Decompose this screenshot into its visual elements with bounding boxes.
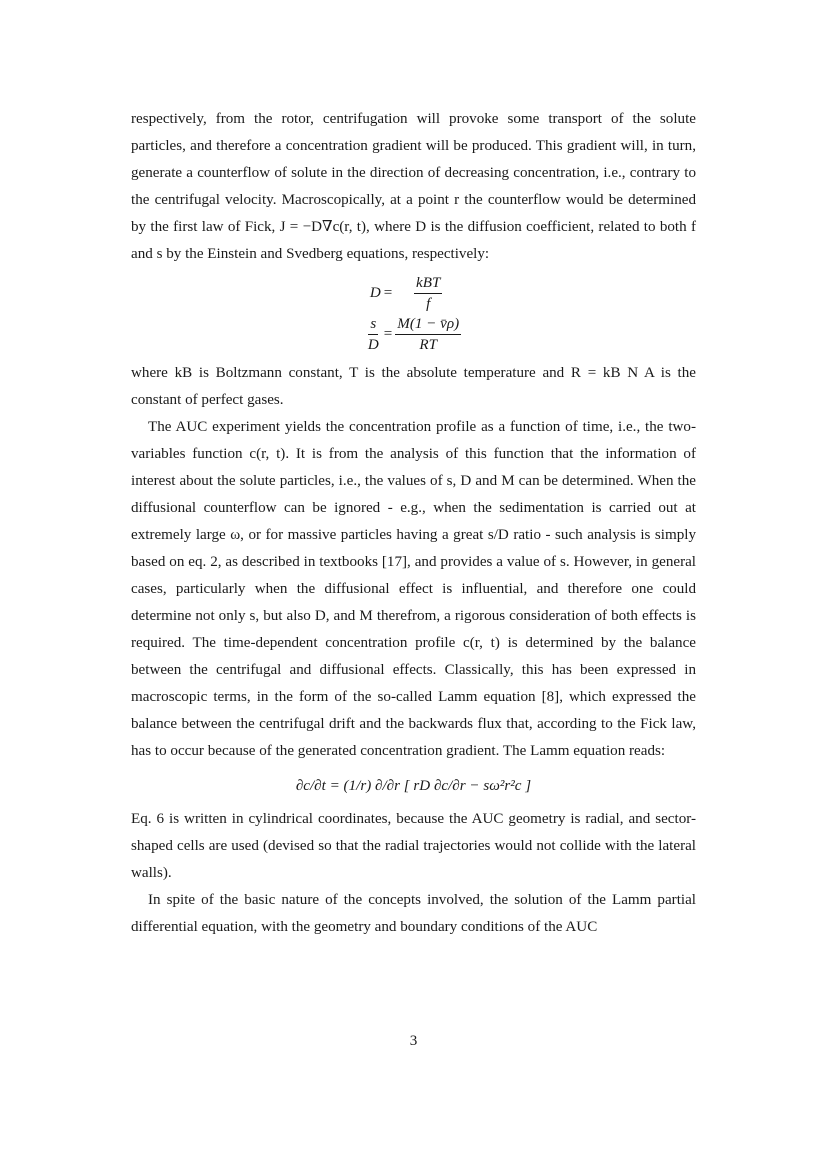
eq-einstein-denominator: f (426, 296, 431, 312)
eq-svedberg-denominator: RT (419, 337, 438, 353)
paragraph-4: Eq. 6 is written in cylindrical coordinates, because the AUC geometry is radial, and sector-shaped cells are used (devised so that the radial trajectories would not collide with the lateral walls). (131, 811, 696, 881)
eq-svedberg-numerator: M(1 − v̄ρ) (395, 315, 461, 335)
eq-einstein-numerator: kBT (414, 274, 442, 294)
lamm-equation-text: ∂c/∂t = (1/r) ∂/∂r [ rD ∂c/∂r − sω²r²c ] (295, 778, 532, 794)
paragraph-2: where kB is Boltzmann constant, T is the absolute temperature and R = kB N A is the constant of perfect gases. (131, 365, 696, 408)
paragraph-5: In spite of the basic nature of the concepts involved, the solution of the Lamm partial differential equation, with the geometry and boundary conditions of the AUC (131, 892, 696, 935)
page-number: 3 (409, 1033, 418, 1049)
eq-einstein-equals: = (383, 285, 393, 301)
eq-einstein-lhs: D (369, 285, 381, 301)
eq-svedberg-lhs-numerator: s (368, 315, 378, 335)
eq-svedberg-lhs-denominator: D (367, 337, 379, 353)
page-body (131, 106, 696, 941)
paragraph-3: The AUC experiment yields the concentration profile as a function of time, i.e., the two-variables function c(r, t). It is from the analysis of this function that the information of interest about the solute particles, i.e., the values of s, D and M can be determined. When the diffusional counterflow can be ignored - e.g., when the sedimentation is carried out at extremely large ω, or for massive particles having a great s/D ratio - such analysis is simply based on eq. 2, as described in textbooks [17], and provides a value of s. However, in general cases, particularly when the diffusional effect is influential, and therefore one could determine not only s, but also D, and M therefrom, a rigorous consideration of both effects is required. The time-dependent concentration profile c(r, t) is determined by the balance between the centrifugal and diffusional effects. Classically, this has been expressed in macroscopic terms, in the form of the so-called Lamm equation [8], which expressed the balance between the centrifugal drift and the backwards flux that, according to the Fick law, has to occur because of the generated concentration gradient. The Lamm equation reads: (131, 419, 696, 759)
equation-einstein-svedberg (131, 274, 696, 354)
eq-svedberg-equals: = (383, 326, 393, 342)
eq-einstein-fraction (395, 274, 461, 313)
paragraph-1: respectively, from the rotor, centrifugation will provoke some transport of the solute particles, and therefore a concentration gradient will be produced. This gradient will, in turn, generate a counterflow of solute in the direction of decreasing concentration, i.e., contrary to the centrifugal velocity. Macroscopically, at a point r the counterflow would be determined by the first law of Fick, J = −D∇c(r, t), where D is the diffusion coefficient, related to both f and s by the Einstein and Svedberg equations, respectively: (131, 111, 696, 262)
equation-lamm (131, 773, 696, 800)
eq-svedberg-lhs (366, 315, 381, 354)
eq-svedberg-fraction (395, 315, 461, 354)
